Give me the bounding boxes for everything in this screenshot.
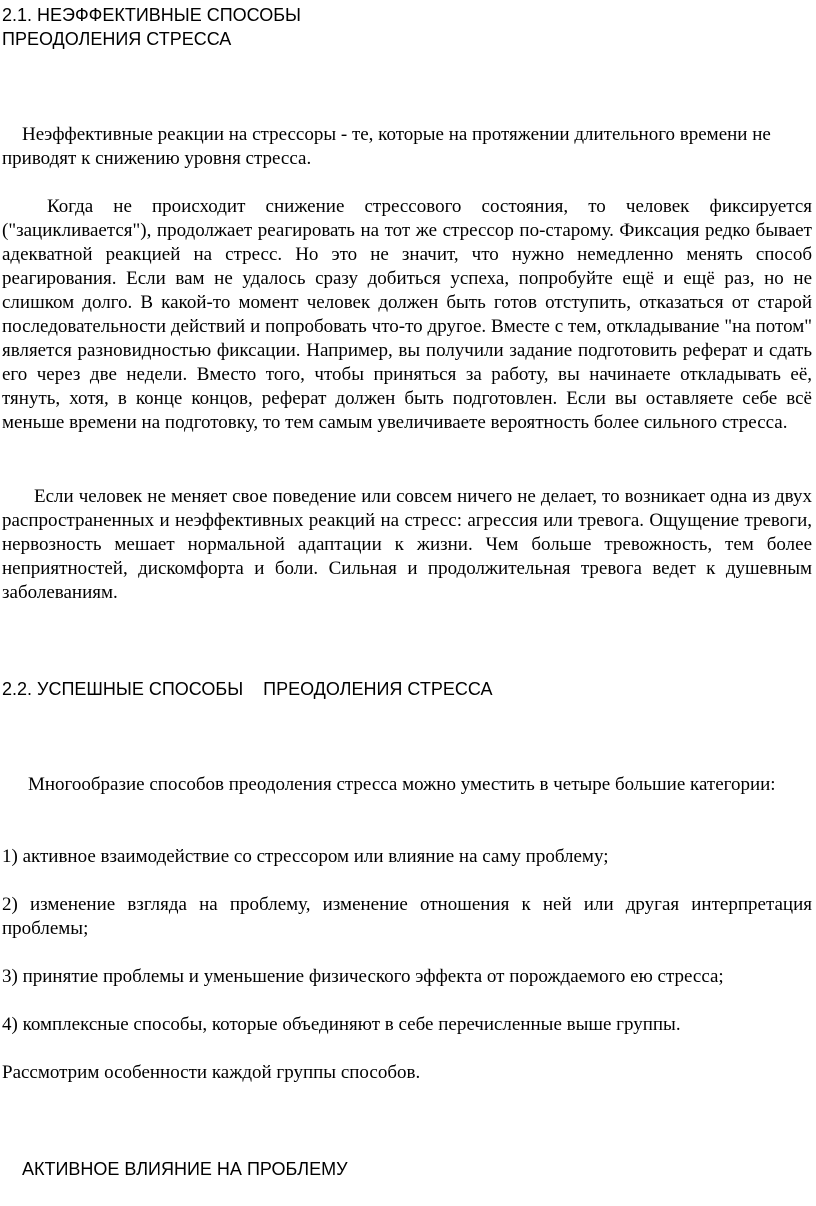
section-2-closing: Рассмотрим особенности каждой группы способов. (2, 1062, 421, 1083)
list-item: 2) изменение взгляда на проблему, изменение отношения к ней или другая интерпретация проблемы; (2, 894, 812, 939)
list-item: 3) принятие проблемы и уменьшение физического эффекта от порождаемого ею стресса; (2, 966, 724, 987)
section-1-paragraph-2: Когда не происходит снижение стрессового состояния, то человек фиксируется ("зацикливается"), продолжает реагировать на тот же стрессор по-старому. Фиксация редко бывает адекватной реакцией на стресс. Но это не значит, что нужно немедленно менять способ реагирования. Если вам не удалось сразу добиться успеха, попробуйте ещё и ещё раз, но не слишком долго. В какой-то момент человек должен быть готов отступить, отказаться от старой последовательности действий и попробовать что-то другое. Вместе с тем, откладывание "на потом" является разновидностью фиксации. Например, вы получили задание подготовить реферат и сдать его через две недели. Вместо того, чтобы приняться за работу, вы начинаете откладывать её, тянуть, хотя, в конце концов, реферат должен быть подготовлен. Если вы оставляете себе всё меньше времени на подготовку, то тем самым увеличиваете вероятность более сильного стресса. (2, 196, 812, 433)
section-1-heading-line-2: ПРЕОДОЛЕНИЯ СТРЕССА (2, 29, 232, 49)
section-1-heading-line-1: 2.1. НЕЭФФЕКТИВНЫЕ СПОСОБЫ (2, 5, 301, 25)
list-item: 1) активное взаимодействие со стрессором или влияние на саму проблему; (2, 846, 609, 867)
section-2-intro: Многообразие способов преодоления стресса можно уместить в четыре большие категории: (28, 774, 776, 795)
section-1-paragraph-3: Если человек не меняет свое поведение или совсем ничего не делает, то возникает одна из двух распространенных и неэффективных реакций на стресс: агрессия или тревога. Ощущение тревоги, нервозность мешает нормальной адаптации к жизни. Чем больше тревожность, тем более неприятностей, дискомфорта и боли. Сильная и продолжительная тревога ведет к душевным заболеваниям. (2, 486, 812, 603)
section-3-heading: АКТИВНОЕ ВЛИЯНИЕ НА ПРОБЛЕМУ (22, 1159, 348, 1179)
section-2-heading: 2.2. УСПЕШНЫЕ СПОСОБЫ ПРЕОДОЛЕНИЯ СТРЕССА (2, 679, 493, 699)
list-item: 4) комплексные способы, которые объединяют в себе перечисленные выше группы. (2, 1014, 681, 1035)
section-1-paragraph-1: Неэффективные реакции на стрессоры - те, которые на протяжении длительного времени не приводят к снижению уровня стресса. (2, 124, 771, 169)
